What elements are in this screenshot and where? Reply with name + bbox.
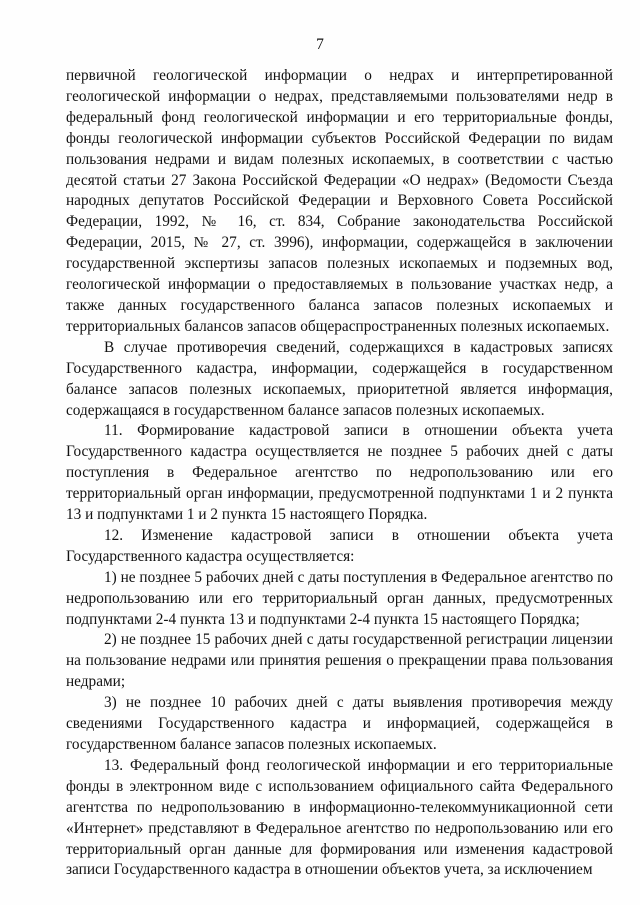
page-number: 7	[316, 36, 324, 53]
paragraph-contradiction-priority: В случае противоречия сведений, содержащихся в кадастровых записях Государственного кадастра, информации, содержащейся в государственном балансе запасов полезных ископаемых, приоритетной является информация, содержащаяся в государственном балансе запасов полезных ископаемых.	[66, 338, 613, 419]
paragraph-continuation: первичной геологической информации о недрах и интерпретированной геологической информации о недрах, представляемыми пользователями недр в федеральный фонд геологической информации и его территориальные фонды, фонды геологической информации субъектов Российской Федерации по видам пользования недрами и видам полезных ископаемых, в соответствии с частью десятой статьи 27 Закона Российской Федерации «О недрах» (Ведомости Съезда народных депутатов Российской Федерации и Верховного Совета Российской Федерации, 1992, № 16, ст. 834, Собрание законодательства Российской Федерации, 2015, № 27, ст. 3996), информации, содержащейся в заключении государственной экспертизы запасов полезных ископаемых и подземных вод, геологической информации о предоставляемых в пользование участках недр, а также данных государственного баланса запасов полезных ископаемых и территориальных балансов запасов общераспространенных полезных ископаемых.	[66, 67, 613, 335]
paragraph-item-12-subitem-2: 2) не позднее 15 рабочих дней с даты государственной регистрации лицензии на пользование недрами или принятия решения о прекращении права пользования недрами;	[66, 631, 613, 691]
paragraph-item-12-subitem-1: 1) не позднее 5 рабочих дней с даты поступления в Федеральное агентство по недропользованию или его территориальный орган данных, предусмотренных подпунктами 2-4 пункта 13 и подпунктами 2-4 пункта 15 настоящего Порядка;	[66, 568, 613, 628]
document-body	[66, 66, 613, 881]
paragraph-item-12-subitem-3: 3) не позднее 10 рабочих дней с даты выявления противоречия между сведениями Государственного кадастра и информацией, содержащейся в государственном балансе запасов полезных ископаемых.	[66, 694, 613, 753]
paragraph-item-13: 13. Федеральный фонд геологической информации и его территориальные фонды в электронном виде с использованием официального сайта Федерального агентства по недропользованию в информационно-телекоммуникационной сети «Интернет» представляют в Федеральное агентство по недропользованию или его территориальный орган данные для формирования или изменения кадастровой записи Государственного кадастра в отношении объектов учета, за исключением	[66, 756, 613, 879]
paragraph-item-12: 12. Изменение кадастровой записи в отношении объекта учета Государственного кадастра осуществляется:	[66, 526, 613, 565]
paragraph-item-11: 11. Формирование кадастровой записи в отношении объекта учета Государственного кадастра осуществляется не позднее 5 рабочих дней с даты поступления в Федеральное агентство по недропользованию или его территориальный орган информации, предусмотренной подпунктами 1 и 2 пункта 13 и подпунктами 1 и 2 пункта 15 настоящего Порядка.	[66, 422, 613, 524]
